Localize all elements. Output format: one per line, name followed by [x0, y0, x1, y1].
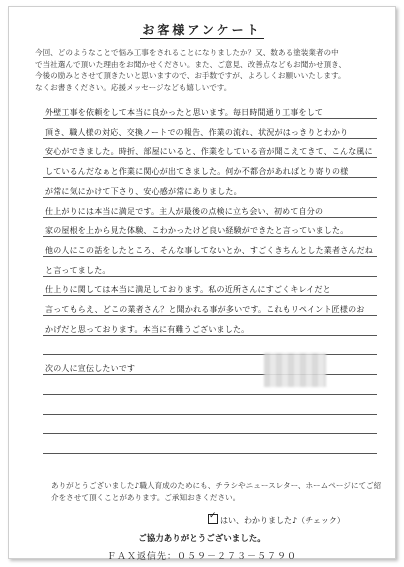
ruled-line — [43, 138, 377, 139]
ruled-line — [43, 354, 377, 355]
consent-checkbox[interactable] — [208, 514, 345, 526]
checkbox-checked-icon[interactable] — [208, 514, 218, 524]
ruled-line — [43, 197, 377, 198]
survey-question — [35, 47, 375, 93]
handwritten-line: と言ってました。 — [45, 266, 111, 275]
intro-line: なくお書きください。応援メッセージなども嬉しいです。 — [35, 82, 232, 92]
ruled-line — [43, 236, 377, 237]
survey-sheet — [8, 6, 396, 562]
ruled-line — [43, 157, 377, 158]
handwritten-line: 他の人にこの話をしたところ、そんな事してないとか、すごくきちんとした業者さんだね — [45, 246, 373, 255]
note-line: ありがとうございました♪職人育成のためにも、チラシやニュースレター、ホームページにてご紹 — [51, 481, 382, 490]
ruled-line — [43, 256, 377, 257]
note-line: 介をさせて頂くことがあります。ご承知おきください。 — [51, 492, 241, 502]
ruled-line — [43, 217, 377, 218]
handwritten-line: 次の人に宣伝したいです — [45, 364, 136, 373]
intro-line: 今回、どのようなことで悩み工事をされることになりましたか？又、数ある塗装業者の中 — [35, 48, 339, 57]
ruled-line — [43, 315, 377, 316]
ruled-line — [43, 374, 377, 375]
handwritten-line: しているんだなぁと作業に関心が出てきました。何か不都合があればとり寄りの様 — [45, 167, 349, 176]
cooperation-thanks: ご協力ありがとうございました。 — [138, 534, 266, 544]
ruled-line — [43, 276, 377, 277]
consent-label: はい、わかりました♪（チェック） — [220, 516, 345, 525]
handwritten-line: が常に気にかけて下さり、安心感が常にありました。 — [45, 187, 242, 196]
intro-line: で当社選んで頂いた理由をお聞かせください。また、ご意見、改善点などもお聞かせ頂き、 — [35, 59, 347, 69]
ruled-line — [43, 335, 377, 336]
page-title: お客様アンケート — [142, 23, 262, 37]
handwritten-line: 頂き、職人様の対応、交換ノートでの報告、作業の流れ、状況がはっきりとわかり — [45, 128, 349, 137]
ruled-line — [43, 453, 377, 454]
handwritten-line: 仕上りに関しては本当に満足しております。私の近所さんにすごくキレイだと — [45, 285, 331, 294]
handwritten-line: 家の屋根を上から見た体験、こわかったけど良い経験ができたと言っていました。 — [45, 226, 349, 235]
permission-note — [51, 480, 381, 503]
ruled-line — [43, 177, 377, 178]
ruled-line — [43, 394, 377, 395]
handwritten-line: 安心ができました。時折、部屋にいると、作業をしている音が聞こえてきて、こんな風に — [45, 147, 373, 156]
handwritten-line: 言ってもらえ、どこの業者さん？と聞かれる事が多いです。これもリペイント匠様のお — [45, 305, 365, 314]
handwritten-line: かげだと思っております。本当に有難うございました。 — [45, 325, 250, 334]
ruled-line — [43, 433, 377, 434]
intro-line: 今後の励みとさせて頂きたいと思いますので、お手数ですが、よろしくお願いいたします。 — [35, 71, 346, 80]
fax-number: ＦＡＸ返信先：０５９－２７３－５７９０ — [106, 552, 297, 562]
ruled-line — [43, 414, 377, 415]
handwritten-line: 仕上がりには本当に満足です。主人が最後の点検に立ち会い、初めて自分の — [45, 207, 324, 216]
handwritten-line: 外壁工事を依頼をして本当に良かったと思います。毎日時間通り工事をして — [45, 108, 324, 117]
redacted-name — [264, 353, 326, 387]
ruled-line — [43, 118, 377, 119]
ruled-line — [43, 295, 377, 296]
